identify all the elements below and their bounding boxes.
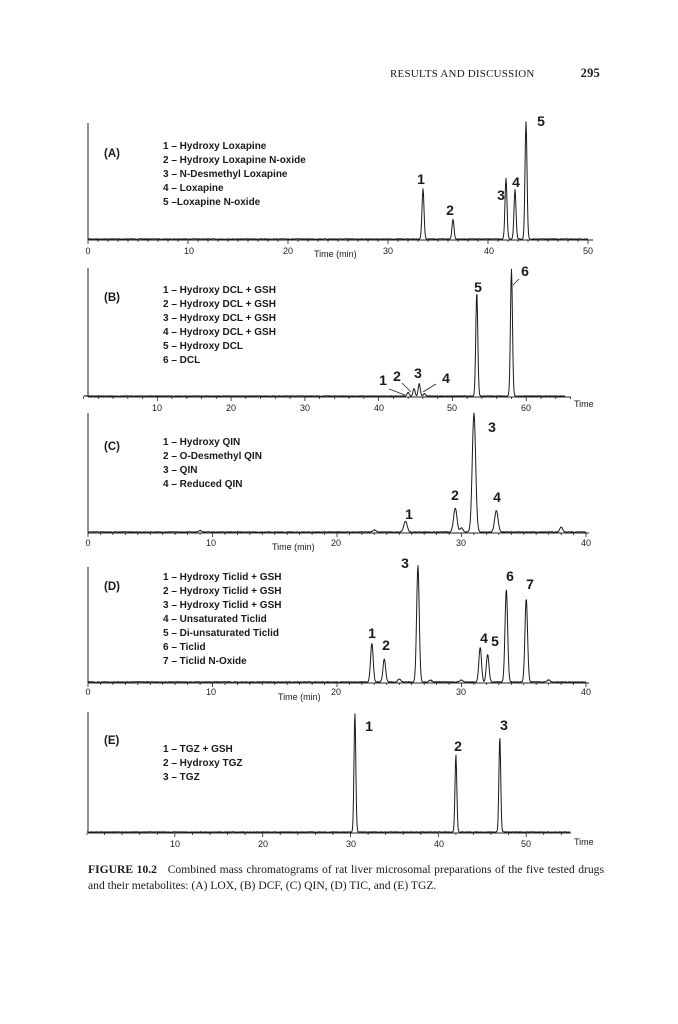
peak-label-d-7: 7 — [526, 576, 534, 592]
legend-item-a-1: 1 – Hydroxy Loxapine — [163, 141, 267, 152]
legend-item-b-4: 4 – Hydroxy DCL + GSH — [163, 327, 276, 338]
figure-caption-text: Combined mass chromatograms of rat liver microsomal preparations of the five tested drugs and their metabolites: (A) LOX, (B) DCF, (C) QIN, (D) TIC, and (E) TGZ. — [88, 863, 604, 892]
legend-item-d-6: 6 – Ticlid — [163, 642, 206, 653]
panel-label-e: (E) — [104, 735, 120, 747]
peak-label-c-1: 1 — [405, 506, 413, 522]
peak-label-c-4: 4 — [493, 489, 501, 505]
panel-label-d: (D) — [104, 581, 120, 593]
legend-item-d-5: 5 – Di-unsaturated Ticlid — [163, 628, 279, 639]
legend-item-e-1: 1 – TGZ + GSH — [163, 744, 233, 755]
tick-label-e-40: 40 — [433, 839, 445, 849]
peak-label-d-2: 2 — [382, 637, 390, 653]
tick-label-a-10: 10 — [183, 246, 195, 256]
x-axis-title-panel-c: Time (min) — [272, 542, 315, 552]
tick-label-a-20: 20 — [282, 246, 294, 256]
legend-item-b-3: 3 – Hydroxy DCL + GSH — [163, 313, 276, 324]
tick-label-b-10: 10 — [151, 403, 163, 413]
legend-item-c-4: 4 – Reduced QIN — [163, 479, 243, 490]
peak-label-e-1: 1 — [365, 718, 373, 734]
peak-label-d-5: 5 — [491, 633, 499, 649]
tick-label-d-10: 10 — [205, 687, 217, 697]
legend-item-a-5: 5 –Loxapine N-oxide — [163, 197, 261, 208]
peak-label-d-4: 4 — [480, 630, 488, 646]
peak-label-c-3: 3 — [488, 419, 496, 435]
tick-label-b-20: 20 — [225, 403, 237, 413]
chromatogram-panel-e — [87, 712, 594, 849]
legend-item-b-6: 6 – DCL — [163, 355, 201, 366]
tick-labels-panel-e — [170, 839, 531, 849]
peak-label-a-4: 4 — [512, 174, 520, 190]
legend-item-d-7: 7 – Ticlid N-Oxide — [163, 656, 247, 667]
tick-label-e-50: 50 — [520, 839, 532, 849]
chromatogram-panel-b — [84, 263, 594, 413]
legend-item-d-3: 3 – Hydroxy Ticlid + GSH — [163, 600, 282, 611]
x-axis-title-panel-a: Time (min) — [314, 249, 357, 259]
legend-item-c-2: 2 – O-Desmethyl QIN — [163, 451, 262, 462]
peak-label-d-3: 3 — [401, 555, 409, 571]
tick-label-b-30: 30 — [299, 403, 311, 413]
peak-label-d-1: 1 — [368, 625, 376, 641]
tick-label-a-40: 40 — [483, 246, 495, 256]
tick-label-c-40: 40 — [580, 538, 592, 548]
page-number: 295 — [580, 66, 600, 80]
peak-label-a-2: 2 — [446, 202, 454, 218]
tick-label-a-0: 0 — [85, 246, 91, 256]
peak-label-a-3: 3 — [497, 187, 505, 203]
legend-item-e-3: 3 – TGZ — [163, 772, 200, 783]
chromatogram-trace-panel-e — [87, 714, 570, 833]
legend-item-d-2: 2 – Hydroxy Ticlid + GSH — [163, 586, 282, 597]
legend-item-c-1: 1 – Hydroxy QIN — [163, 437, 241, 448]
tick-label-d-40: 40 — [580, 687, 592, 697]
tick-label-d-20: 20 — [330, 687, 342, 697]
legend-item-a-2: 2 – Hydroxy Loxapine N-oxide — [163, 155, 306, 166]
peak-label-b-1: 1 — [379, 372, 387, 388]
tick-labels-panel-d — [85, 687, 591, 697]
legend-item-a-3: 3 – N-Desmethyl Loxapine — [163, 169, 288, 180]
legend-item-a-4: 4 – Loxapine — [163, 183, 224, 194]
panel-label-a: (A) — [104, 148, 120, 160]
peak-label-a-5: 5 — [537, 113, 545, 129]
x-axis-title-panel-b: Time — [574, 399, 594, 409]
legend-item-b-5: 5 – Hydroxy DCL — [163, 341, 244, 352]
tick-label-b-50: 50 — [446, 403, 458, 413]
chromatogram-panel-c — [85, 413, 591, 552]
peak-label-a-1: 1 — [417, 171, 425, 187]
peak-label-b-3: 3 — [414, 365, 422, 381]
tick-labels-panel-b — [152, 403, 531, 413]
peak-label-e-3: 3 — [500, 717, 508, 733]
legend-item-c-3: 3 – QIN — [163, 465, 198, 476]
legend-item-b-1: 1 – Hydroxy DCL + GSH — [163, 285, 276, 296]
x-ticks-panel-a — [88, 240, 588, 244]
running-head-title: RESULTS AND DISCUSSION — [390, 68, 535, 80]
peak-label-b-4: 4 — [442, 370, 450, 386]
legend-panel-c — [163, 437, 262, 490]
legend-panel-d — [163, 572, 281, 667]
x-axis-title-panel-e: Time — [574, 837, 594, 847]
peak-labels-panel-b — [379, 263, 529, 388]
tick-label-a-30: 30 — [382, 246, 394, 256]
x-axis-title-panel-d: Time (min) — [278, 692, 321, 702]
legend-item-b-2: 2 – Hydroxy DCL + GSH — [163, 299, 276, 310]
peak-pointers-panel-b — [389, 279, 519, 395]
pointer-b-2 — [402, 383, 411, 392]
peak-label-d-6: 6 — [506, 568, 514, 584]
chromatogram-panel-d — [85, 555, 591, 702]
tick-label-e-10: 10 — [169, 839, 181, 849]
peak-labels-panel-c — [405, 419, 501, 522]
tick-label-c-0: 0 — [85, 538, 91, 548]
pointer-b-1 — [389, 389, 405, 395]
tick-label-c-20: 20 — [330, 538, 342, 548]
tick-label-b-40: 40 — [373, 403, 385, 413]
tick-label-c-30: 30 — [455, 538, 467, 548]
tick-label-c-10: 10 — [205, 538, 217, 548]
figure-caption-label: FIGURE 10.2 — [88, 863, 157, 876]
chromatogram-panel-a — [85, 113, 593, 259]
panel-label-b: (B) — [104, 292, 120, 304]
tick-labels-panel-c — [85, 538, 591, 548]
peak-label-e-2: 2 — [454, 738, 462, 754]
x-ticks-panel-b — [84, 397, 571, 401]
peak-label-b-2: 2 — [393, 368, 401, 384]
legend-panel-a — [163, 141, 306, 208]
pointer-b-6 — [513, 279, 519, 285]
peak-labels-panel-e — [365, 717, 508, 754]
chromatogram-trace-panel-b — [84, 269, 566, 396]
legend-item-d-1: 1 – Hydroxy Ticlid + GSH — [163, 572, 282, 583]
tick-label-d-0: 0 — [85, 687, 91, 697]
peak-label-b-5: 5 — [474, 279, 482, 295]
legend-item-e-2: 2 – Hydroxy TGZ — [163, 758, 243, 769]
legend-item-d-4: 4 – Unsaturated Ticlid — [163, 614, 267, 625]
figure-caption — [88, 862, 604, 894]
tick-label-a-50: 50 — [582, 246, 594, 256]
tick-label-e-20: 20 — [257, 839, 269, 849]
x-ticks-panel-e — [87, 833, 561, 837]
peak-label-c-2: 2 — [451, 487, 459, 503]
x-ticks-panel-c — [88, 533, 586, 537]
tick-label-d-30: 30 — [455, 687, 467, 697]
peak-label-b-6: 6 — [521, 263, 529, 279]
tick-label-b-60: 60 — [520, 403, 532, 413]
legend-panel-e — [163, 744, 242, 783]
legend-panel-b — [163, 285, 276, 366]
peak-labels-panel-d — [368, 555, 534, 653]
pointer-b-4 — [423, 384, 436, 392]
tick-label-e-30: 30 — [345, 839, 357, 849]
panel-label-c: (C) — [104, 441, 120, 453]
